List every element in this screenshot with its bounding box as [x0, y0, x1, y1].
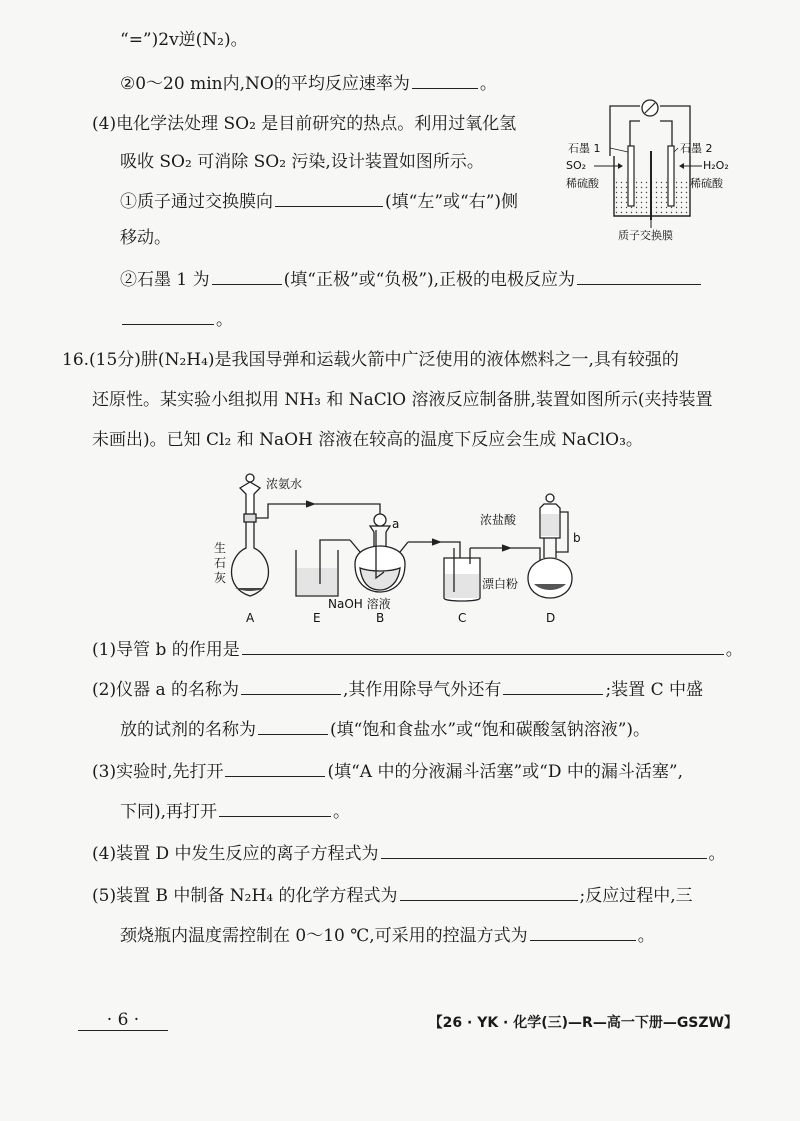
label-a: a — [392, 517, 400, 531]
q16-intro-3: 未画出)。已知 Cl₂ 和 NaOH 溶液在较高的温度下反应会生成 NaClO₃。 — [92, 430, 643, 450]
label-bleach: 漂白粉 — [482, 577, 519, 591]
answer-blank[interactable] — [400, 882, 578, 901]
label-membrane: 质子交换膜 — [618, 229, 673, 242]
answer-blank[interactable] — [530, 922, 636, 941]
page-number: · 6 · — [78, 1010, 168, 1031]
apparatus-diagram — [210, 468, 590, 626]
electrochemical-cell-diagram — [560, 96, 740, 242]
answer-blank[interactable] — [503, 676, 603, 695]
label-quicklime-1: 生 — [214, 541, 227, 555]
label-ammonia: 浓氨水 — [266, 477, 303, 491]
answer-blank[interactable] — [219, 798, 331, 817]
q16-p2-cont: 放的试剂的名称为 (填“饱和食盐水”或“饱和碳酸氢钠溶液”)。 — [120, 716, 650, 742]
answer-blank[interactable] — [275, 188, 383, 207]
label-quicklime-3: 灰 — [214, 571, 227, 585]
q16-p5-cont: 颈烧瓶内温度需控制在 0～10 ℃,可采用的控温方式为 。 — [120, 922, 655, 948]
label-b: b — [573, 531, 581, 545]
label-E: E — [313, 611, 321, 625]
q15-sub1-cont: 移动。 — [120, 228, 171, 248]
q15-part4-line1: (4)电化学法处理 SO₂ 是目前研究的热点。利用过氧化氢 — [92, 114, 517, 134]
label-B: B — [376, 611, 385, 625]
label-graphite-2: 石墨 2 — [680, 142, 713, 155]
answer-blank[interactable] — [212, 266, 282, 285]
label-so2: SO₂ — [566, 159, 587, 172]
q15-sub2b-cont: 。 — [120, 306, 233, 332]
q15-sub2: ②0～20 min内,NO的平均反应速率为 。 — [120, 70, 497, 96]
label-D: D — [546, 611, 556, 625]
label-conc-hcl: 浓盐酸 — [480, 513, 517, 527]
label-graphite-1: 石墨 1 — [568, 142, 601, 155]
q16-p1: (1)导管 b 的作用是 。 — [92, 636, 743, 662]
q16-p5: (5)装置 B 中制备 N₂H₄ 的化学方程式为 ;反应过程中,三 — [92, 882, 693, 908]
q15-sub1: ①质子通过交换膜向 (填“左”或“右”)侧 — [120, 188, 518, 214]
label-left-acid: 稀硫酸 — [566, 177, 599, 190]
answer-blank[interactable] — [242, 636, 724, 655]
answer-blank[interactable] — [412, 70, 478, 89]
label-quicklime-2: 石 — [214, 556, 227, 570]
label-naoh: NaOH 溶液 — [328, 597, 391, 611]
exam-code: 【26 · YK · 化学(三)—R—高一下册—GSZW】 — [428, 1015, 738, 1031]
answer-blank[interactable] — [577, 266, 701, 285]
label-C: C — [458, 611, 467, 625]
answer-blank[interactable] — [381, 840, 707, 859]
answer-blank[interactable] — [225, 758, 325, 777]
label-A: A — [246, 611, 255, 625]
answer-blank[interactable] — [258, 716, 328, 735]
answer-blank[interactable] — [241, 676, 341, 695]
q16-p4: (4)装置 D 中发生反应的离子方程式为 。 — [92, 840, 726, 866]
label-h2o2: H₂O₂ — [703, 159, 729, 172]
q15-sub2b: ②石墨 1 为 (填“正极”或“负极”),正极的电极反应为 — [120, 266, 703, 292]
answer-blank[interactable] — [122, 306, 214, 325]
q16-intro-1: 16.(15分)肼(N₂H₄)是我国导弹和运载火箭中广泛使用的液体燃料之一,具有较强的 — [62, 350, 679, 370]
q16-p3: (3)实验时,先打开 (填“A 中的分液漏斗活塞”或“D 中的漏斗活塞”, — [92, 758, 683, 784]
label-right-acid: 稀硫酸 — [690, 177, 723, 190]
q16-p2: (2)仪器 a 的名称为 ,其作用除导气外还有 ;装置 C 中盛 — [92, 676, 703, 702]
q15-top-line: “=”)2v逆(N₂)。 — [120, 30, 248, 50]
q16-intro-2: 还原性。某实验小组拟用 NH₃ 和 NaClO 溶液反应制备肼,装置如图所示(夹持装置 — [92, 390, 713, 410]
q16-p3-cont: 下同),再打开 。 — [120, 798, 350, 824]
q15-part4-line2: 吸收 SO₂ 可消除 SO₂ 污染,设计装置如图所示。 — [120, 152, 484, 172]
